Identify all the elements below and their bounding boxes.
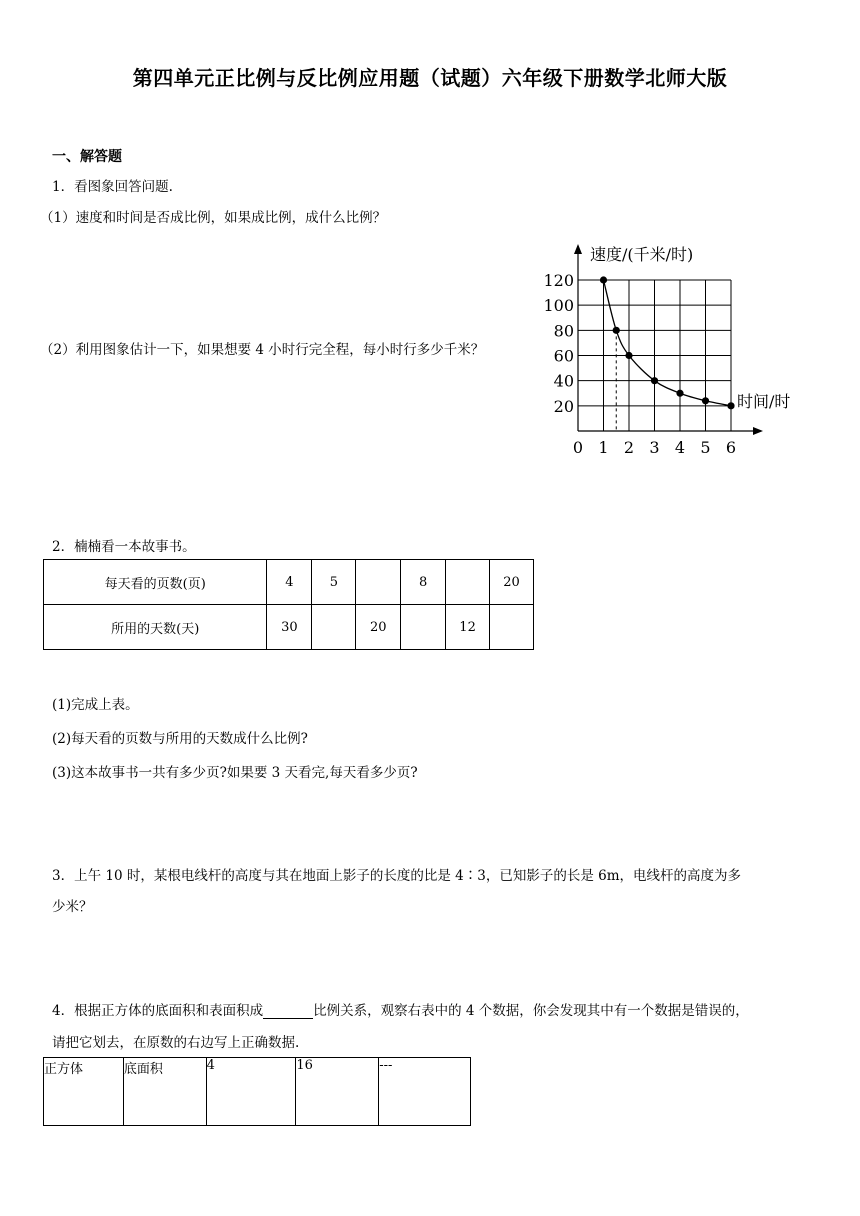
data-point (625, 352, 632, 359)
table-cell: 4 (267, 560, 312, 605)
y-tick-label: 40 (553, 371, 574, 391)
answer-blank[interactable] (263, 1004, 313, 1019)
chart-series (600, 276, 735, 431)
chart-labels (543, 245, 790, 457)
table-cell: 16 (296, 1058, 379, 1126)
data-point (676, 390, 683, 397)
table-cell: 4 (206, 1058, 296, 1126)
table-cell: 5 (312, 560, 356, 605)
cube-table (43, 1057, 471, 1126)
question-4-line-1 (52, 999, 749, 1019)
question-1-part-1: （1）速度和时间是否成比例，如果成比例，成什么比例？ (40, 210, 387, 226)
chart-grid (578, 280, 731, 431)
table-row (44, 560, 534, 605)
chart-axes (574, 244, 763, 435)
table-cell: --- (379, 1058, 471, 1126)
question-3-line-2: 少米？ (52, 899, 93, 915)
x-tick-label: 5 (700, 438, 711, 457)
question-2-part-1: (1)完成上表。 (52, 697, 139, 713)
table-cell: 20 (356, 605, 401, 650)
question-4-line-2: 请把它划去，在原数的右边写上正确数据. (52, 1035, 300, 1051)
question-4-text-a: 4．根据正方体的底面积和表面积成 (52, 1003, 264, 1019)
table-cell: 30 (267, 605, 312, 650)
table-row (44, 1058, 471, 1126)
x-tick-label: 2 (623, 438, 635, 457)
y-tick-label: 80 (553, 321, 574, 341)
table-cell: 底面积 (123, 1058, 206, 1126)
table-cell: 正方体 (44, 1058, 124, 1126)
origin-label: 0 (572, 438, 584, 457)
table-cell: 12 (446, 605, 490, 650)
x-tick-label: 1 (598, 438, 609, 457)
table-cell: 20 (490, 560, 534, 605)
question-4-text-b: 比例关系，观察右表中的 4 个数据，你会发现其中有一个数据是错误的， (313, 1003, 749, 1019)
reading-table (43, 559, 534, 650)
y-tick-label: 100 (543, 296, 574, 316)
x-axis-title: 时间/时 (737, 392, 791, 411)
data-point (613, 327, 620, 334)
page-title: 第四单元正比例与反比例应用题（试题）六年级下册数学北师大版 (132, 66, 728, 90)
table-row (44, 605, 534, 650)
row-header-pages: 每天看的页数(页) (44, 560, 267, 605)
data-point (702, 397, 709, 404)
x-tick-label: 6 (725, 438, 737, 457)
question-2-stem: 2．楠楠看一本故事书。 (52, 539, 196, 555)
data-point (600, 276, 607, 283)
y-axis-arrow (574, 244, 582, 254)
x-tick-label: 3 (649, 438, 660, 457)
table-cell (490, 605, 534, 650)
table-cell (401, 605, 446, 650)
table-cell (446, 560, 490, 605)
y-tick-label: 60 (553, 346, 574, 366)
y-tick-label: 120 (543, 271, 574, 290)
question-2-part-2: (2)每天看的页数与所用的天数成什么比例? (52, 731, 308, 747)
speed-time-chart (535, 235, 820, 460)
table-cell (312, 605, 356, 650)
question-1-part-2: （2）利用图象估计一下，如果想要 4 小时行完全程，每小时行多少千米？ (40, 342, 485, 358)
data-point (651, 377, 658, 384)
question-3-line-1: 3．上午 10 时，某根电线杆的高度与其在地面上影子的长度的比是 4∶3，已知影子的长是 6m，电线杆的高度为多 (52, 868, 741, 884)
row-header-days: 所用的天数(天) (44, 605, 267, 650)
table-cell (356, 560, 401, 605)
table-cell: 8 (401, 560, 446, 605)
data-point (727, 402, 734, 409)
question-1-stem: 1．看图象回答问题. (52, 179, 173, 195)
y-tick-label: 20 (553, 396, 574, 416)
section-heading: 一、解答题 (52, 149, 122, 165)
speed-curve (604, 280, 732, 406)
question-2-part-3: (3)这本故事书一共有多少页?如果要 3 天看完,每天看多少页? (52, 765, 418, 781)
y-axis-title: 速度/(千米/时) (590, 245, 694, 264)
x-tick-label: 4 (674, 438, 686, 457)
x-axis-arrow (753, 427, 763, 435)
